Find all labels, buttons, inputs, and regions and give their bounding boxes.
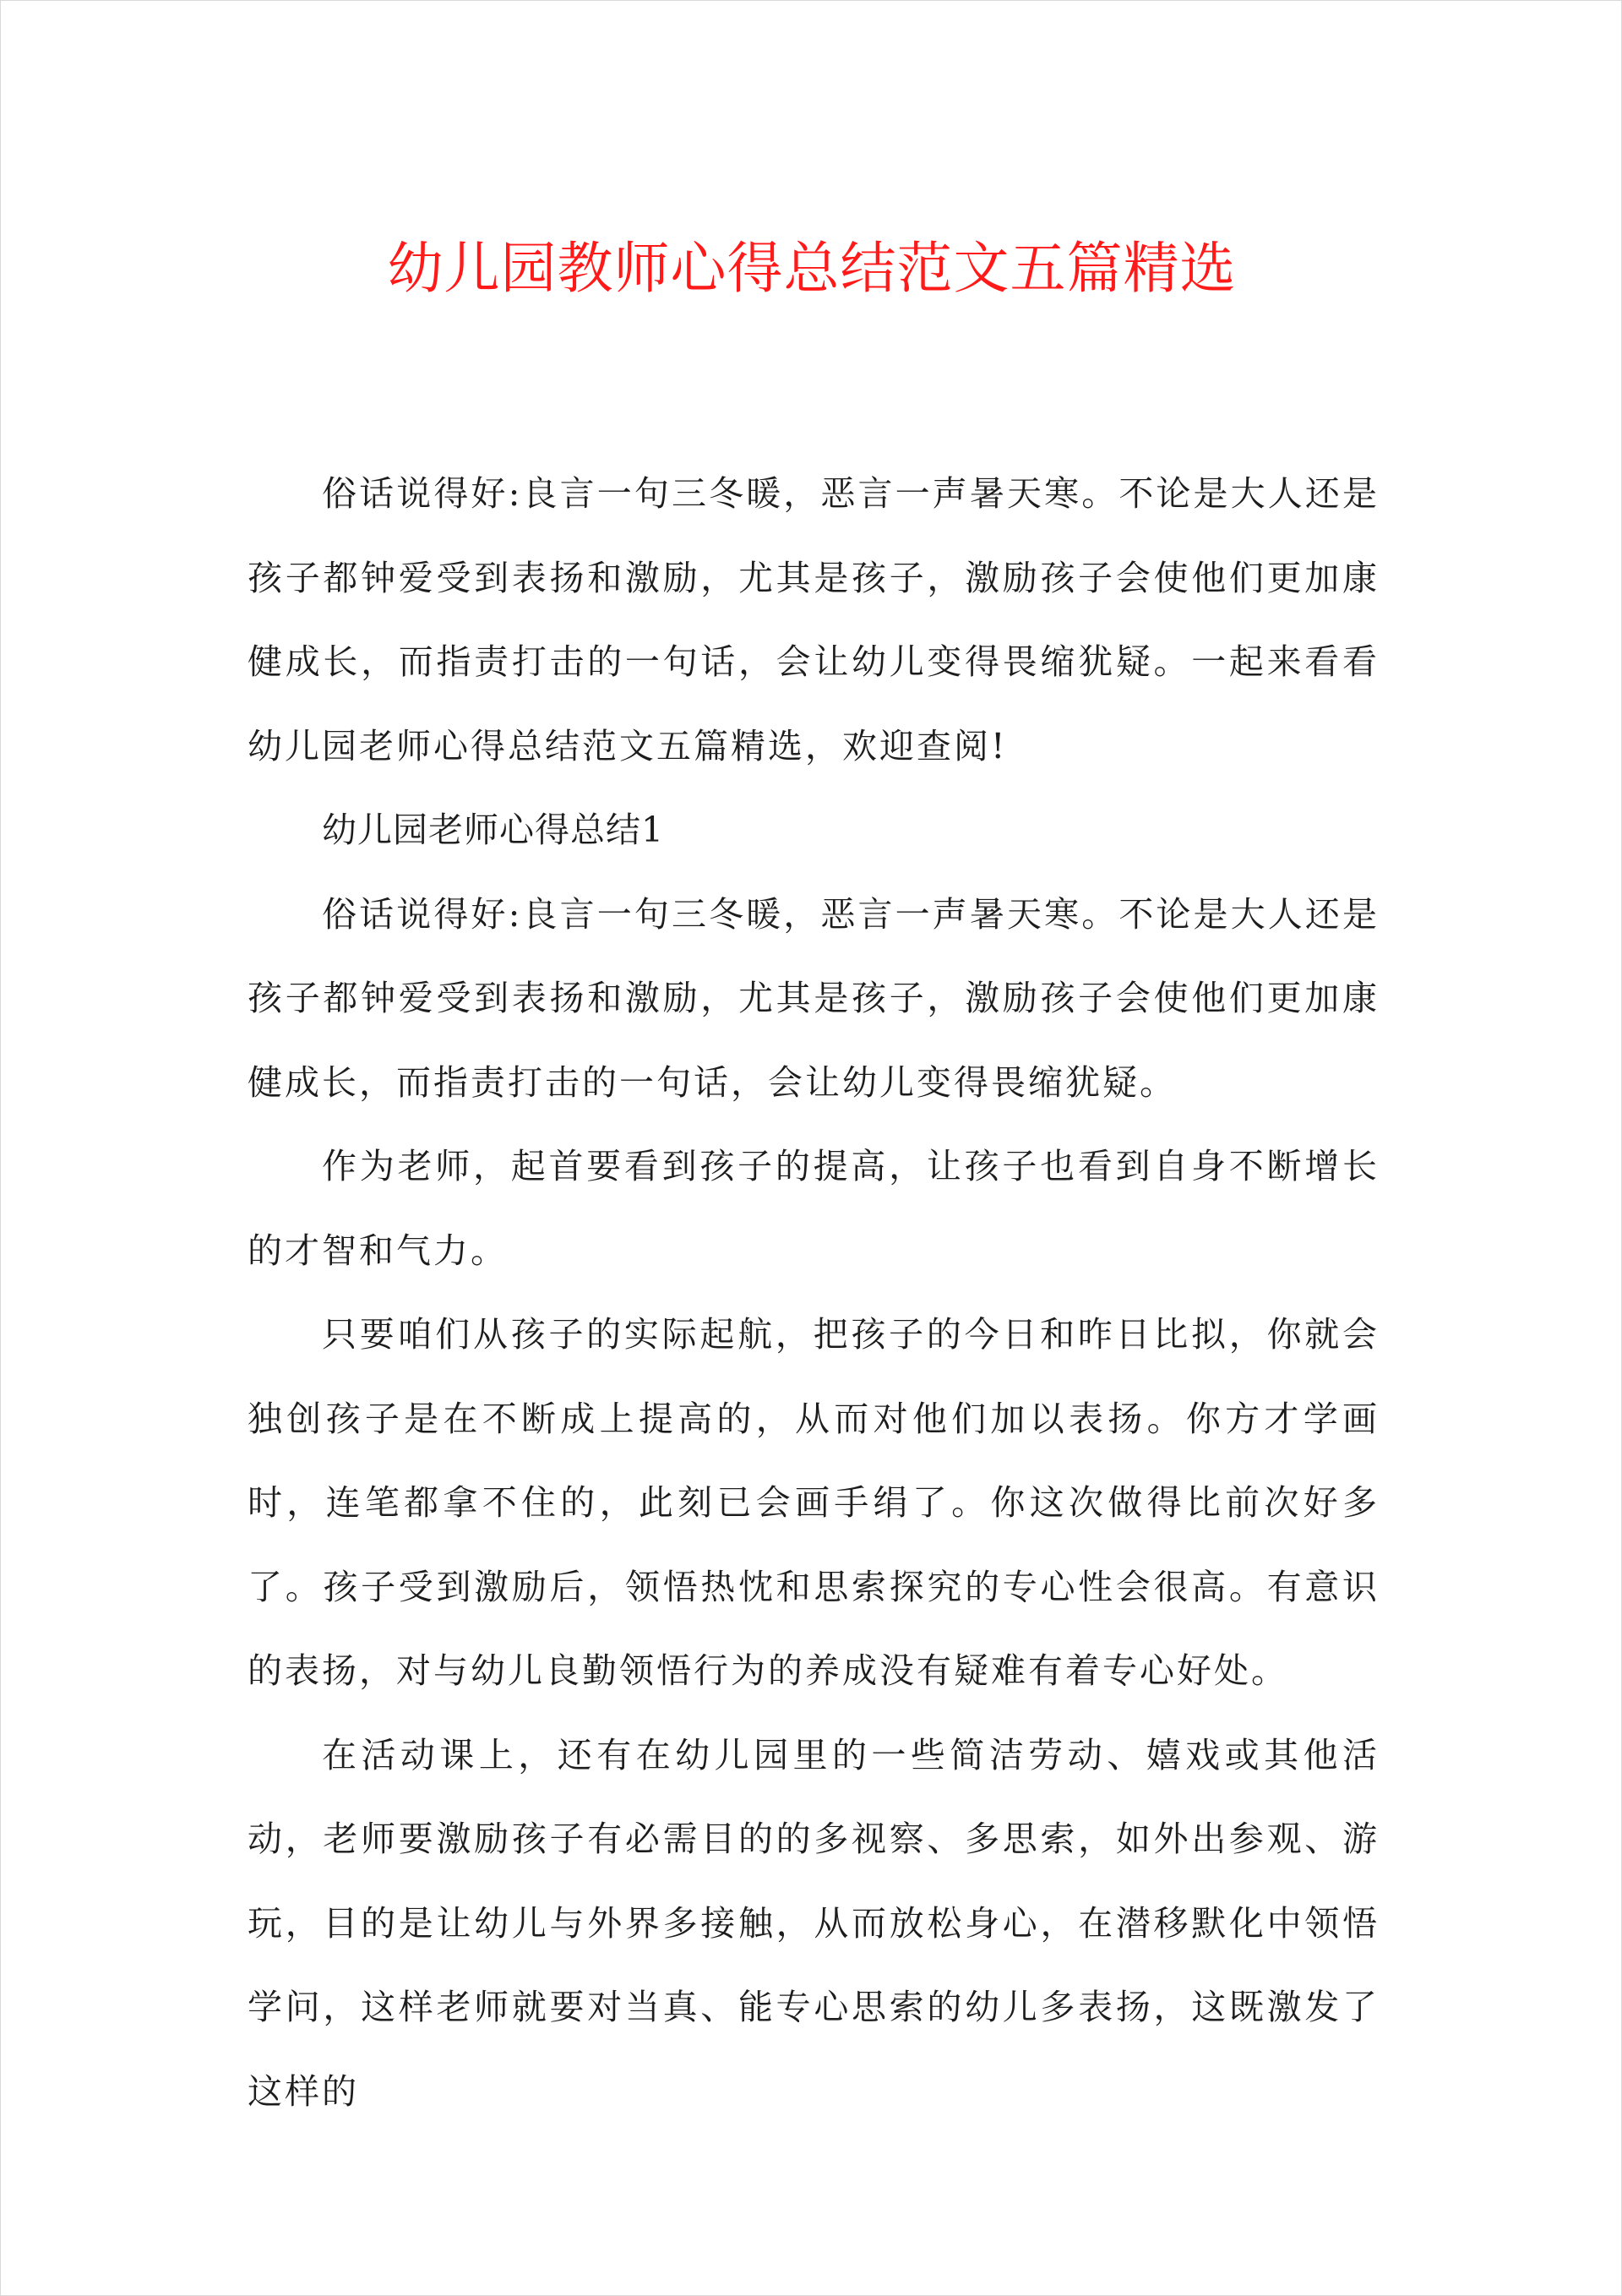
paragraph: 只要咱们从孩子的实际起航，把孩子的今日和昨日比拟，你就会独创孩子是在不断成上提高的，从而对他们加以表扬。你方才学画时，连笔都拿不住的，此刻已会画手绢了。你这次做得比前次好多了。孩子受到激励后，领悟热忱和思索探究的专心性会很高。有意识的表扬，对与幼儿良勤领悟行为的养成没有疑难有着专心好处。 [248,1314,1380,1691]
paragraph: 在活动课上，还有在幼儿园里的一些简洁劳动、嬉戏或其他活动，老师要激励孩子有必需目的的多视察、多思索，如外出参观、游玩，目的是让幼儿与外界多接触，从而放松身心，在潜移默化中领悟学问，这样老师就要对当真、能专心思索的幼儿多表扬，这既激发了这样的 [248,1734,1380,2112]
paragraph: 作为老师，起首要看到孩子的提高，让孩子也看到自身不断增长的才智和气力。 [248,1146,1380,1271]
document-title: 幼儿园教师心得总结范文五篇精选 [387,236,1237,301]
document-body [248,452,1380,2134]
paragraph-intro: 俗话说得好:良言一句三冬暖，恶言一声暑天寒。不论是大人还是孩子都钟爱受到表扬和激励，尤其是孩子，激励孩子会使他们更加康健成长，而指责打击的一句话，会让幼儿变得畏缩犹疑。一起来看看幼儿园老师心得总结范文五篇精选，欢迎查阅! [248,473,1380,766]
paragraph: 俗话说得好:良言一句三冬暖，恶言一声暑天寒。不论是大人还是孩子都钟爱受到表扬和激励，尤其是孩子，激励孩子会使他们更加康健成长，而指责打击的一句话，会让幼儿变得畏缩犹疑。 [248,893,1380,1103]
section-heading-1: 幼儿园老师心得总结1 [322,810,665,850]
